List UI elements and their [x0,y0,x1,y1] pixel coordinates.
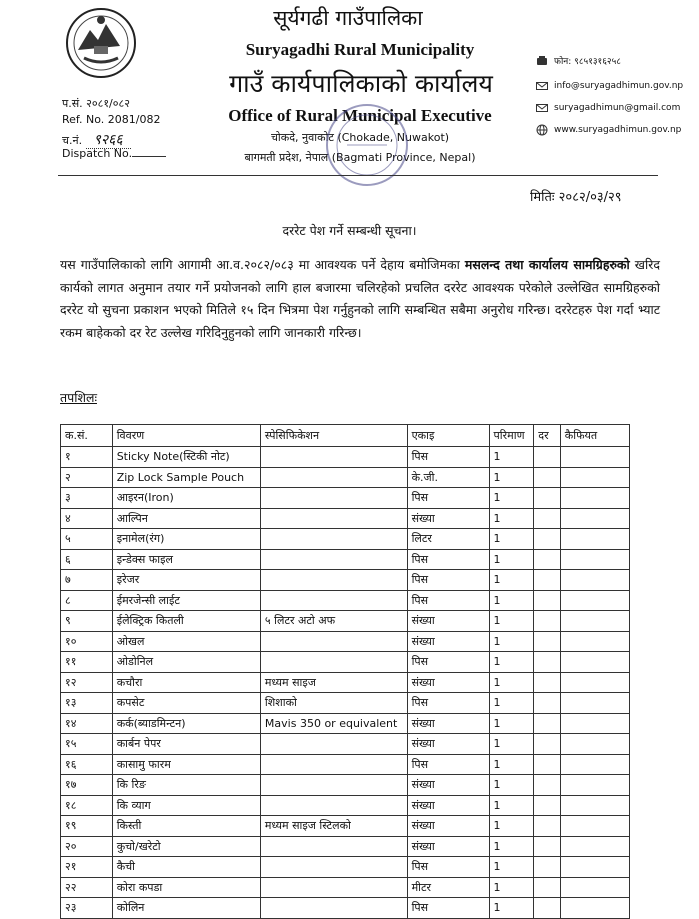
cell-quantity: 1 [489,734,534,755]
cell-description: इरेजर [112,570,260,591]
cell-description: कचौरा [112,672,260,693]
cell-remarks [560,570,629,591]
cell-rate [534,570,561,591]
cell-unit: के.जी. [407,467,489,488]
cell-unit: पिस [407,898,489,919]
cell-description: ओडोनिल [112,652,260,673]
cell-quantity: 1 [489,570,534,591]
cell-remarks [560,508,629,529]
cell-specification: ५ लिटर अटो अफ [260,611,407,632]
cell-specification [260,549,407,570]
cell-sn: १२ [61,672,113,693]
header-rate: दर [534,425,561,447]
header-specification: स्पेसिफिकेशन [260,425,407,447]
cell-unit: संख्या [407,836,489,857]
cell-sn: १३ [61,693,113,714]
cn-label: च.नं. [62,134,83,147]
municipality-name-en: Suryagadhi Rural Municipality [245,40,475,59]
table-row [61,447,630,468]
highlight-items: मसलन्द तथा कार्यालय सामग्रिहरुको [464,257,630,272]
cell-quantity: 1 [489,590,534,611]
cell-remarks [560,488,629,509]
cell-unit: लिटर [407,529,489,550]
cell-specification [260,590,407,611]
cell-specification: Mavis 350 or equivalent [260,713,407,734]
cell-remarks [560,590,629,611]
table-row [61,836,630,857]
table-row [61,508,630,529]
table-row [61,898,630,919]
cell-quantity: 1 [489,611,534,632]
cell-sn: २३ [61,898,113,919]
cell-remarks [560,549,629,570]
cell-specification [260,570,407,591]
cell-remarks [560,672,629,693]
cell-rate [534,734,561,755]
cell-sn: १० [61,631,113,652]
contact-website: www.suryagadhimun.gov.np [536,124,681,136]
contact-phone: फोन: ९८५१३१६२५८ [536,54,621,67]
cell-quantity: 1 [489,488,534,509]
cell-specification [260,836,407,857]
cell-sn: १६ [61,754,113,775]
cell-unit: संख्या [407,611,489,632]
cell-description: कि व्याग [112,795,260,816]
cell-quantity: 1 [489,529,534,550]
cell-specification: मध्यम साइज [260,672,407,693]
cell-remarks [560,734,629,755]
cell-quantity: 1 [489,775,534,796]
cell-remarks [560,467,629,488]
cell-unit: संख्या [407,713,489,734]
table-row [61,590,630,611]
table-row [61,529,630,550]
cell-unit: पिस [407,549,489,570]
cell-specification [260,775,407,796]
cell-remarks [560,857,629,878]
header-unit: एकाइ [407,425,489,447]
table-row [61,488,630,509]
cell-unit: संख्या [407,672,489,693]
cell-description: कि रिङ [112,775,260,796]
cell-rate [534,713,561,734]
cell-remarks [560,447,629,468]
cell-rate [534,549,561,570]
cell-quantity: 1 [489,877,534,898]
cell-rate [534,857,561,878]
cell-rate [534,877,561,898]
cell-sn: १ [61,447,113,468]
cell-rate [534,898,561,919]
cell-quantity: 1 [489,754,534,775]
table-row [61,611,630,632]
cell-sn: २२ [61,877,113,898]
office-name-en: Office of Rural Municipal Executive [228,106,492,125]
cell-quantity: 1 [489,836,534,857]
cell-unit: संख्या [407,508,489,529]
table-row [61,549,630,570]
cell-quantity: 1 [489,857,534,878]
cell-rate [534,611,561,632]
cn-handwritten-value: ९२६६ [86,132,131,149]
cell-rate [534,508,561,529]
cell-rate [534,529,561,550]
cell-unit: मीटर [407,877,489,898]
table-row [61,467,630,488]
table-row [61,816,630,837]
cell-description: Sticky Note(स्टिकी नोट) [112,447,260,468]
cell-rate [534,488,561,509]
table-row [61,734,630,755]
cell-sn: ३ [61,488,113,509]
cell-sn: २१ [61,857,113,878]
cell-rate [534,652,561,673]
cell-specification [260,488,407,509]
cell-quantity: 1 [489,693,534,714]
cell-unit: संख्या [407,775,489,796]
cell-description: कासामु फारम [112,754,260,775]
cell-sn: ९ [61,611,113,632]
cell-description: कर्क(ब्याडमिन्टन) [112,713,260,734]
cell-description: ईलेक्ट्रिक कितली [112,611,260,632]
globe-icon [536,124,548,136]
municipality-name-np: सूर्यगढी गाउँपालिका [273,6,423,30]
cell-description: कैची [112,857,260,878]
cell-sn: ८ [61,590,113,611]
cell-remarks [560,693,629,714]
table-row [61,775,630,796]
cell-description: Zip Lock Sample Pouch [112,467,260,488]
cell-sn: ७ [61,570,113,591]
cell-sn: ६ [61,549,113,570]
email-icon [536,80,548,92]
cell-rate [534,467,561,488]
table-row [61,652,630,673]
cell-unit: संख्या [407,734,489,755]
cell-specification [260,652,407,673]
cell-sn: १५ [61,734,113,755]
cell-rate [534,816,561,837]
email-icon [536,102,548,114]
cell-quantity: 1 [489,467,534,488]
cell-description: ईमरजेन्सी लाईट [112,590,260,611]
cell-specification [260,467,407,488]
address-line-1: चोकदे, नुवाकोट (Chokade, Nuwakot) [270,131,450,144]
letter-date: मितिः २०८२/०३/२९ [530,190,622,205]
header-sn: क.सं. [61,425,113,447]
cell-sn: २० [61,836,113,857]
contact-email-1: info@suryagadhimun.gov.np [536,80,683,92]
notice-body: यस गाउँपालिकाको लागि आगामी आ.व.२०८२/०८३ मा आवश्यक पर्ने देहाय बमोजिमका मसलन्द तथा कार्यालय सामग्रिहरुको खरिद कार्यको लागत अनुमान तयार गर्ने प्रयोजनको लागि हाल बजारमा चलिरहेको प्रचलित दररेट आवश्यक परेकोले उल्लेखित सामग्रिहरुको दररेट यो सुचना प्रकाशन भएको मितिले १५ दिन भित्रमा पेश गर्नुहुनको लागि सम्बन्धित सबैमा अनुरोध गरिन्छ। दररेटहरु पेश गर्दा भ्याट रकम बाहेकको दर रेट उल्लेख गरिदिनुहुनको लागि जानकारी गरिन्छ। [60,257,660,340]
cell-quantity: 1 [489,816,534,837]
table-row [61,857,630,878]
cell-specification [260,857,407,878]
ref-number: Ref. No. 2081/082 [62,113,161,126]
cell-remarks [560,631,629,652]
cell-quantity: 1 [489,652,534,673]
cell-description: कोरा कपडा [112,877,260,898]
cell-unit: पिस [407,488,489,509]
address-line-2: बागमती प्रदेश, नेपाल (Bagmati Province, Nepal) [244,151,476,164]
header-divider [58,175,658,176]
cell-remarks [560,898,629,919]
cell-specification [260,508,407,529]
cell-specification [260,795,407,816]
cell-description: इन्डेक्स फाइल [112,549,260,570]
notice-subject: दररेट पेश गर्ने सम्बन्धी सूचना। [282,223,417,238]
cell-remarks [560,816,629,837]
cell-rate [534,590,561,611]
table-row [61,713,630,734]
cell-remarks [560,877,629,898]
cell-unit: पिस [407,652,489,673]
cell-unit: पिस [407,693,489,714]
cell-description: ओखल [112,631,260,652]
dispatch-row [62,147,166,160]
ps-number: प.सं. २०८१/०८२ [62,97,130,110]
cell-sn: २ [61,467,113,488]
cell-sn: ५ [61,529,113,550]
cell-quantity: 1 [489,447,534,468]
cell-description: किस्ती [112,816,260,837]
table-row [61,795,630,816]
cell-remarks [560,652,629,673]
cell-quantity: 1 [489,672,534,693]
cell-description: कपसेट [112,693,260,714]
cell-description: कोलिन [112,898,260,919]
cell-sn: १४ [61,713,113,734]
header-remarks: कैफियत [560,425,629,447]
cell-specification [260,447,407,468]
cell-specification: शिशाको [260,693,407,714]
cell-quantity: 1 [489,713,534,734]
table-row [61,877,630,898]
cell-remarks [560,836,629,857]
cell-specification: मध्यम साइज स्टिलको [260,816,407,837]
cell-unit: पिस [407,857,489,878]
cell-remarks [560,529,629,550]
cell-unit: संख्या [407,795,489,816]
cell-rate [534,672,561,693]
cell-quantity: 1 [489,898,534,919]
cell-quantity: 1 [489,795,534,816]
cell-rate [534,795,561,816]
cell-unit: पिस [407,447,489,468]
cell-specification [260,898,407,919]
cell-specification [260,877,407,898]
cell-specification [260,734,407,755]
cell-rate [534,775,561,796]
table-row [61,754,630,775]
cell-specification [260,631,407,652]
cell-sn: ४ [61,508,113,529]
cell-description: आइरन(Iron) [112,488,260,509]
cell-remarks [560,611,629,632]
cell-unit: संख्या [407,631,489,652]
government-emblem-icon [64,6,138,80]
phone-icon [536,55,548,67]
table-row [61,570,630,591]
cell-rate [534,836,561,857]
cell-rate [534,693,561,714]
office-name-np: गाउँ कार्यपालिकाको कार्यालय [229,69,493,98]
items-table-body [61,447,630,919]
cell-sn: १७ [61,775,113,796]
items-table [60,424,630,919]
cell-unit: पिस [407,754,489,775]
cell-specification [260,754,407,775]
cell-remarks [560,754,629,775]
cell-unit: संख्या [407,816,489,837]
table-row [61,672,630,693]
table-row [61,631,630,652]
table-header-row [61,425,630,447]
cell-description: कार्बन पेपर [112,734,260,755]
cell-remarks [560,775,629,796]
cell-remarks [560,795,629,816]
cell-description: आल्पिन [112,508,260,529]
contact-email-2: suryagadhimun@gmail.com [536,102,680,114]
cell-quantity: 1 [489,508,534,529]
cell-description: इनामेल(रंग) [112,529,260,550]
cell-sn: ११ [61,652,113,673]
cell-sn: १८ [61,795,113,816]
table-row [61,693,630,714]
cell-specification [260,529,407,550]
cell-sn: १९ [61,816,113,837]
cell-unit: पिस [407,570,489,591]
cell-description: कुचो/खरेटो [112,836,260,857]
cell-rate [534,754,561,775]
cell-rate [534,631,561,652]
office-stamp-icon [322,100,412,190]
header-quantity: परिमाण [489,425,534,447]
cell-quantity: 1 [489,631,534,652]
header-description: विवरण [112,425,260,447]
cell-unit: पिस [407,590,489,611]
dispatch-label: Dispatch No. [62,147,133,160]
cell-remarks [560,713,629,734]
cell-rate [534,447,561,468]
cell-quantity: 1 [489,549,534,570]
details-label: तपशिलः [60,390,97,405]
